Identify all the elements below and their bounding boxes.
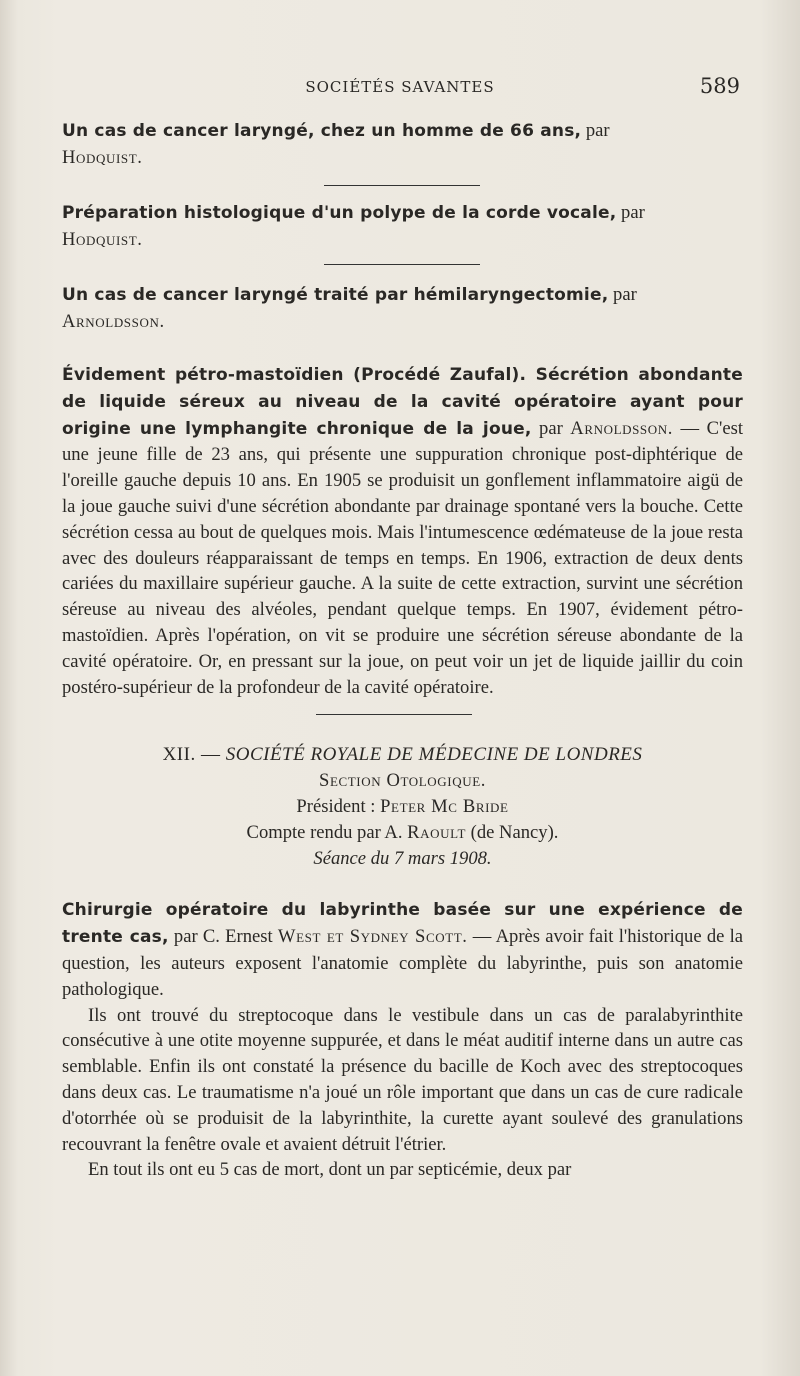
communication-by: par C. Ernest: [173, 926, 273, 948]
communication-author: Arnoldsson.: [62, 310, 165, 332]
communication-4: [62, 362, 743, 700]
section-report: [62, 820, 743, 846]
communication-author: Arnoldsson.: [570, 417, 673, 439]
communication-by: par: [585, 120, 610, 141]
body-paragraph: Ils ont trouvé du streptocoque dans le vestibule dans un cas de paralabyrinthite consécutive à une otite moyenne suppurée, et dans le méat auditif interne dans un autre cas semblable. Enfin ils ont constaté la présence du bacille de Koch avec des streptocoques dans deux cas. Le traumatisme n'a joué un rôle important que dans un cas de cure radicale d'otorrhée où se produisit de la labyrinthite, la curette ayant soulevé des granulations recouvrant la fenêtre ovale et avaient détruit l'étrier.: [62, 1004, 743, 1155]
communication-1: [62, 118, 743, 170]
running-head: [60, 74, 740, 102]
president-label: Président :: [296, 795, 376, 817]
communication-2: [62, 200, 743, 252]
section-heading: [62, 742, 743, 768]
communication-text: — C'est une jeune fille de 23 ans, qui présente une suppuration chronique post-diphtérique de l'oreille gauche depuis 10 ans. En 1905 se produisit un gonflement inflammatoire aigü de la joue gauche suivi d'une sécrétion abondante par drainage spontané vers la bouche. Cette sécrétion cessa au bout de quelques mois. Mais l'intumescence œdémateuse de la joue resta avec des douleurs réapparaissant de temps en temps. En 1906, extraction de deux dents cariées du maxillaire supérieur gauche. A la suite de cette extraction, survint une sécrétion séreuse au niveau des alvéoles, pendant quelque temps. En 1907, évidement pétro-mastoïdien. Après l'opération, on vit se produire une sécrétion séreuse abondante de la cavité opératoire. Or, en pressant sur la joue, on peut voir un jet de liquide jaillir du coin postéro-supérieur de la profondeur de la cavité opératoire.: [62, 417, 743, 698]
communication-title: Évidement pétro-mastoïdien (Procédé Zaufal). Sécrétion abondante de liquide séreux au niveau de la cavité opératoire ayant pour origine une lymphangite chronique de la joue,: [62, 365, 743, 439]
communication-title: Un cas de cancer laryngé traité par hémilaryngectomie,: [62, 285, 609, 305]
page-body: [62, 118, 743, 1183]
running-head-title: SOCIÉTÉS SAVANTES: [305, 78, 495, 96]
communication-by: par: [613, 284, 637, 305]
section-subtitle: Section Otologique.: [319, 770, 486, 792]
communication-title: Préparation histologique d'un polype de la corde vocale,: [62, 203, 617, 223]
communication-author: Hodquist.: [62, 228, 143, 250]
section-number: XII. —: [162, 744, 221, 766]
communication-5: [62, 897, 743, 1002]
communication-text: — Après avoir fait l'historique de la question, les auteurs exposent l'anatomie complète du labyrinthe, puis son anatomie pathologique.: [62, 926, 744, 1000]
separator-rule: [324, 264, 480, 265]
report-place: (de Nancy).: [470, 821, 559, 843]
report-author: Raoult: [407, 821, 467, 843]
separator-rule: [316, 714, 472, 715]
communication-3: [62, 282, 743, 334]
communication-title: Un cas de cancer laryngé, chez un homme de 66 ans,: [62, 121, 582, 141]
session-date: Séance du 7 mars 1908.: [313, 847, 492, 869]
communication-title: Chirurgie opératoire du labyrinthe basée sur une expérience de trente cas,: [62, 900, 743, 948]
report-label: Compte rendu par A.: [246, 821, 403, 843]
communication-by: par: [621, 202, 645, 223]
communication-author: West et Sydney Scott.: [277, 926, 468, 948]
section-president: [62, 794, 743, 820]
section-society: SOCIÉTÉ ROYALE DE MÉDECINE DE LONDRES: [225, 744, 643, 766]
president-name: Peter Mc Bride: [380, 795, 509, 817]
body-paragraph: En tout ils ont eu 5 cas de mort, dont un par septicémie, deux par: [88, 1159, 572, 1181]
communication-author: Hodquist.: [62, 146, 143, 168]
communication-by: par: [539, 417, 563, 439]
separator-rule: [324, 185, 480, 186]
page-number: 589: [699, 74, 740, 98]
